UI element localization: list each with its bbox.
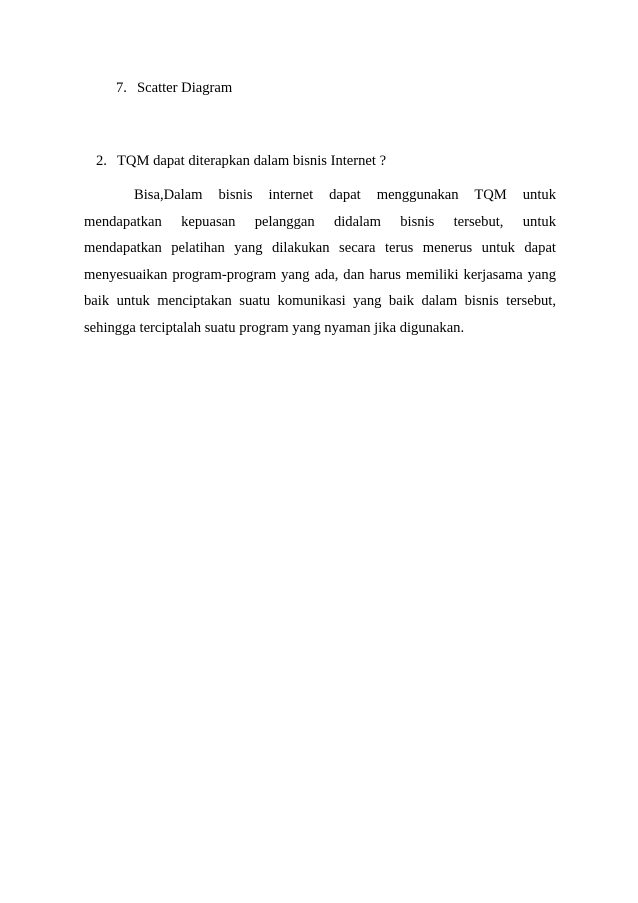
question-number: 2. [96, 153, 107, 169]
answer-line-4: menyesuaikan program-program yang ada, dan harus memiliki kerjasama yang [84, 266, 556, 283]
answer-line-2: mendapatkan kepuasan pelanggan didalam bisnis tersebut, untuk [84, 213, 556, 230]
answer-line-1: Bisa,Dalam bisnis internet dapat menggunakan TQM untuk [134, 187, 556, 203]
answer-line-6: sehingga terciptalah suatu program yang nyaman jika digunakan. [84, 319, 465, 336]
list-item-scatter-diagram [116, 78, 232, 98]
answer-line-5: baik untuk menciptakan suatu komunikasi yang baik dalam bisnis tersebut, [84, 293, 556, 310]
question-heading [96, 151, 386, 171]
list-item-text: Scatter Diagram [137, 80, 233, 96]
list-item-number: 7. [116, 80, 127, 96]
answer-paragraph [84, 182, 556, 342]
answer-line-3: mendapatkan pelatihan yang dilakukan secara terus menerus untuk dapat [84, 240, 556, 257]
question-text: TQM dapat diterapkan dalam bisnis Internet ? [117, 153, 387, 169]
